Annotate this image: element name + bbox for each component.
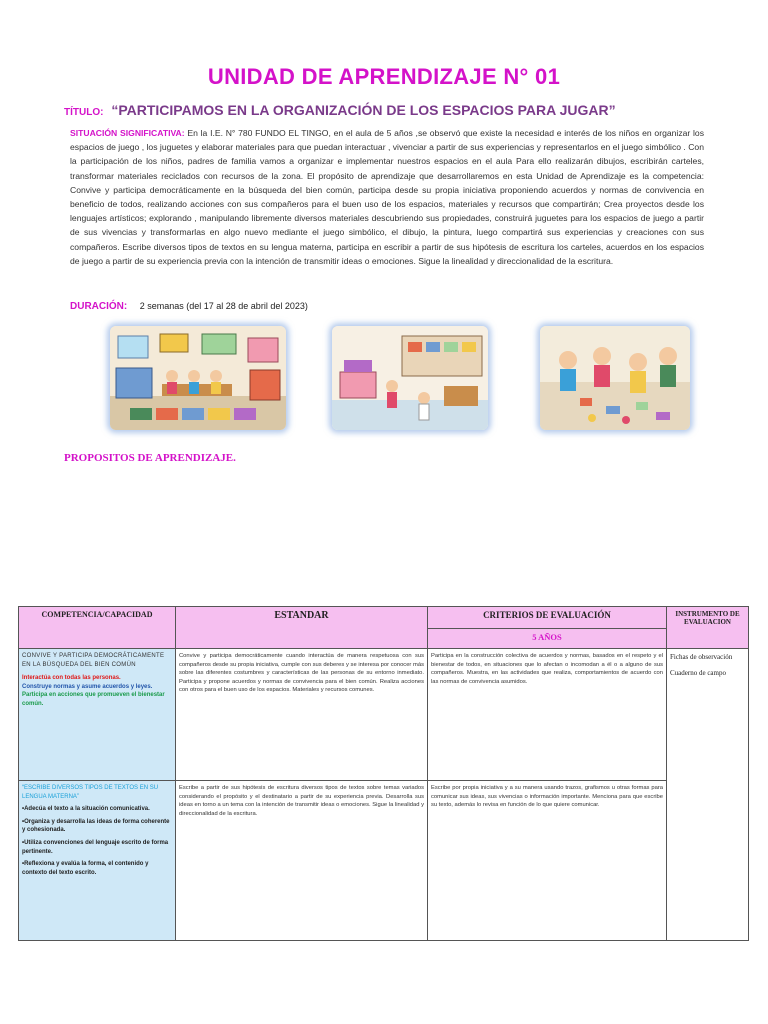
capacity-item: Interactúa con todas las personas.	[22, 675, 121, 682]
capacity-item: •Organiza y desarrolla las ideas de forma coherente y cohesionada.	[22, 818, 170, 834]
situation-text: En la I.E. N° 780 FUNDO EL TINGO, en el aula de 5 años ,se observó que existe la necesidad e interés de los niños en organizar los espacios de juego , los juguetes y elaborar materiales para que puedan interactuar , vivenciar a partir de sus experiencias y representarlos en el juego simbólico . Con la participación de los niños, padres de familia vamos a organizar e implementar nuestros espacios en el aula Para ello realizarán dibujos, escribirán carteles, transformar materiales reciclados con recursos de la zona. El propósito de aprendizaje que desarrollaremos en esta Unidad de Aprendizaje es la competencia: Convive y participa democráticamente en la búsqueda del bien común, participa desde su propia iniciativa proponiendo acuerdos y normas de convivencia en beneficio de todos, realizando acciones con sus compañeros para el buen uso de los espacios, materiales y recursos que compartirán; Crea proyectos desde los lenguajes artísticos; explorando , manipulando libremente diversos materiales descubriendo sus propiedades, construirá juguetes para los espacios de juego a partir de sus vivencias y transformarlas en algo nuevo mediante el juego simbólico, el dibujo, la pintura, luego compartirá sus experiencias y creaciones con sus compañeros. Escribe diversos tipos de textos en su lengua materna, participa en escribir a partir de sus hipótesis de escritura los carteles, acuerdos en los espacios de juego a partir de su experiencia previa con la intención de transmitir ideas o emociones. Sigue la linealidad y direccionalidad de la escritura.	[70, 128, 704, 266]
header-instrument: INSTRUMENTO DE EVALUACION	[667, 607, 749, 649]
standard-cell: Convive y participa democráticamente cuando interactúa de manera respetuosa con sus compañeros desde su propia iniciativa, cumple con sus deberes y se interesa por conocer más sobre las diferentes costumbres y características de las personas de su entorno inmediato. Participa y propone acuerdos y normas de convivencia para el bien común. Realiza acciones con otros para el buen uso de los espacios. Materiales y recursos comunes.	[176, 649, 428, 781]
purposes-table	[18, 606, 749, 941]
capacity-item: Participa en acciones que promueven el bienestar común.	[22, 692, 165, 707]
unit-subtitle	[64, 102, 616, 118]
header-standard: ESTANDAR	[176, 607, 428, 649]
competency-cell	[19, 781, 176, 941]
instrument-item: Cuaderno de campo	[670, 669, 726, 677]
subtitle-text: “PARTICIPAMOS EN LA ORGANIZACIÓN DE LOS ESPACIOS PARA JUGAR”	[111, 102, 616, 118]
competency-title: “ESCRIBE DIVERSOS TIPOS DE TEXTOS EN SU LENGUA MATERNA”	[22, 785, 159, 800]
header-age: 5 AÑOS	[428, 629, 667, 649]
criteria-cell: Participa en la construcción colectiva de acuerdos y normas, basados en el respeto y el bienestar de todos, en situaciones que lo afectan o incomodan a él o a alguno de sus compañeros. Muestra, en las actividades que realiza, comportamientos de acuerdo con las normas de convivencia asumidos.	[428, 649, 667, 781]
learning-purposes-heading: PROPOSITOS DE APRENDIZAJE.	[64, 452, 236, 464]
competency-cell	[19, 649, 176, 781]
capacity-item: •Reflexiona y evalúa la forma, el contenido y contexto del texto escrito.	[22, 861, 149, 876]
subtitle-label: TÍTULO:	[64, 107, 104, 118]
criteria-cell: Escribe por propia iniciativa y a su manera usando trazos, grafismos u otras formas para comunicar sus ideas, sus vivencias o información importante. Menciona para que escribe su texto, además lo revisa en función de lo que quiere comunicar.	[428, 781, 667, 941]
competency-title: CONVIVE Y PARTICIPA DEMOCRÁTICAMENTE EN LA BÚSQUEDA DEL BIEN COMÚN	[22, 653, 165, 668]
duration	[70, 301, 308, 312]
significant-situation	[70, 126, 704, 268]
header-competency: COMPETENCIA/CAPACIDAD	[19, 607, 176, 649]
table-row	[19, 781, 749, 941]
header-criteria: CRITERIOS DE EVALUACIÓN	[428, 607, 667, 629]
situation-label: SITUACIÓN SIGNIFICATIVA:	[70, 128, 185, 138]
capacity-item: •Utiliza convenciones del lenguaje escrito de forma pertinente.	[22, 839, 169, 855]
table-row	[19, 649, 749, 781]
instrument-cell	[667, 649, 749, 941]
duration-text: 2 semanas (del 17 al 28 de abril del 2023)	[139, 301, 308, 311]
unit-title: UNIDAD DE APRENDIZAJE N° 01	[207, 64, 561, 89]
play-corner-illustration	[332, 326, 488, 430]
capacity-item: •Adecúa el texto a la situación comunicativa.	[22, 806, 150, 813]
duration-label: DURACIÓN:	[70, 301, 128, 312]
children-playing-illustration	[540, 326, 690, 430]
classroom-illustration	[110, 326, 286, 430]
standard-cell: Escribe a partir de sus hipótesis de escritura diversos tipos de textos sobre temas variados considerando el propósito y el destinatario a partir de su experiencia previa. Desarrolla sus ideas en torno a un tema con la intención de transmitir ideas o emociones. Sigue la linealidad y direccionalidad de la escritura.	[176, 781, 428, 941]
instrument-item: Fichas de observación	[670, 653, 733, 661]
capacity-item: Construye normas y asume acuerdos y leyes.	[22, 683, 153, 690]
